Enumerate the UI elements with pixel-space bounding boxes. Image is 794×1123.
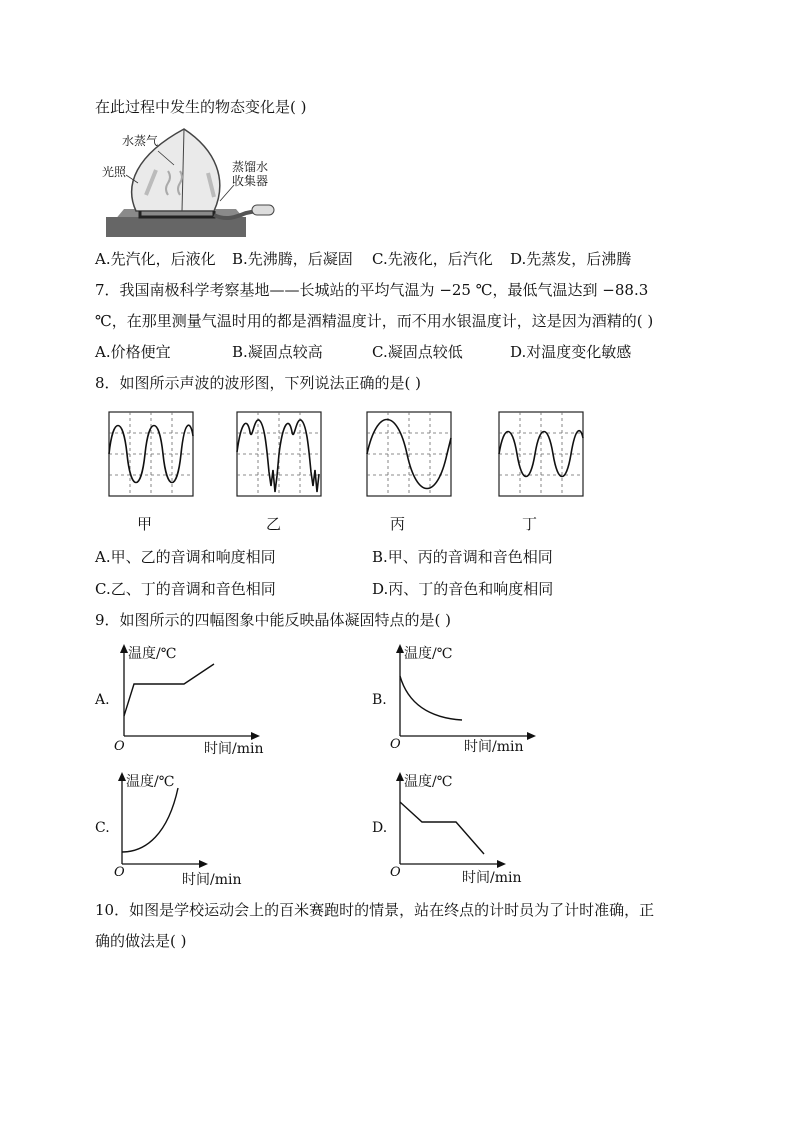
graph-b-ylabel: 温度/℃ (404, 646, 453, 662)
graph-c-label: C. (95, 820, 110, 836)
graph-d-xlabel: 时间/min (462, 870, 522, 886)
distillation-figure (96, 125, 296, 237)
q6-option-a: A.先汽化，后液化 (95, 250, 216, 268)
graph-d-label: D. (372, 820, 388, 836)
q8-option-c: C.乙、丁的音调和音色相同 (95, 580, 276, 598)
graph-b-origin: O (390, 737, 401, 752)
q7-option-d: D.对温度变化敏感 (510, 343, 632, 361)
vapor-label: 水蒸气 (122, 134, 159, 148)
q7-option-a: A.价格便宜 (95, 343, 171, 361)
graph-c (114, 772, 266, 888)
graph-b-xlabel: 时间/min (464, 739, 524, 755)
collector-label-1: 蒸馏水 (232, 160, 269, 174)
wave-label-yi: 乙 (266, 515, 282, 533)
graph-b (390, 644, 544, 756)
graph-d-origin: O (390, 865, 401, 880)
graph-c-ylabel: 温度/℃ (126, 774, 175, 790)
q8-option-b: B.甲、丙的音调和音色相同 (372, 548, 553, 566)
graph-c-xlabel: 时间/min (182, 872, 242, 888)
graph-a-ylabel: 温度/℃ (128, 646, 177, 662)
light-label: 光照 (102, 165, 127, 179)
wave-label-bing: 丙 (390, 515, 406, 533)
q6-stem: 在此过程中发生的物态变化是( ) (95, 98, 307, 116)
graph-c-origin: O (114, 865, 125, 880)
q8-option-d: D.丙、丁的音色和响度相同 (372, 580, 554, 598)
q7-option-c: C.凝固点较低 (372, 343, 463, 361)
q10-line-1: 10．如图是学校运动会上的百米赛跑时的情景，站在终点的计时员为了计时准确，正 (95, 901, 655, 919)
q7-option-b: B.凝固点较高 (232, 343, 323, 361)
waveform-jia (109, 412, 195, 496)
graph-d-ylabel: 温度/℃ (404, 774, 453, 790)
collector-label-2: 收集器 (232, 174, 269, 188)
waveform-yi (237, 412, 323, 496)
graph-a (114, 644, 268, 757)
graph-a-origin: O (114, 739, 125, 754)
q7-line-1: 7．我国南极科学考察基地——长城站的平均气温为 −25 ℃，最低气温达到 −88.3 (95, 281, 649, 299)
q7-line-2: ℃，在那里测量气温时用的都是酒精温度计，而不用水银温度计，这是因为酒精的( ) (95, 312, 654, 330)
wave-label-ding: 丁 (522, 515, 538, 533)
q6-option-b: B.先沸腾，后凝固 (232, 250, 353, 268)
q6-option-c: C.先液化，后汽化 (372, 250, 493, 268)
q10-line-2: 确的做法是( ) (95, 932, 187, 950)
q8-option-a: A.甲、乙的音调和响度相同 (95, 548, 276, 566)
waveform-ding (499, 412, 585, 496)
graph-a-xlabel: 时间/min (204, 741, 264, 757)
q6-option-d: D.先蒸发，后沸腾 (510, 250, 632, 268)
graph-d (390, 772, 544, 886)
waveform-bing (367, 412, 453, 496)
graph-a-label: A. (95, 692, 110, 708)
q8-stem: 8．如图所示声波的波形图，下列说法正确的是( ) (95, 374, 422, 392)
q9-stem: 9．如图所示的四幅图象中能反映晶体凝固特点的是( ) (95, 611, 452, 629)
graph-b-label: B. (372, 692, 387, 708)
wave-label-jia: 甲 (137, 515, 153, 533)
